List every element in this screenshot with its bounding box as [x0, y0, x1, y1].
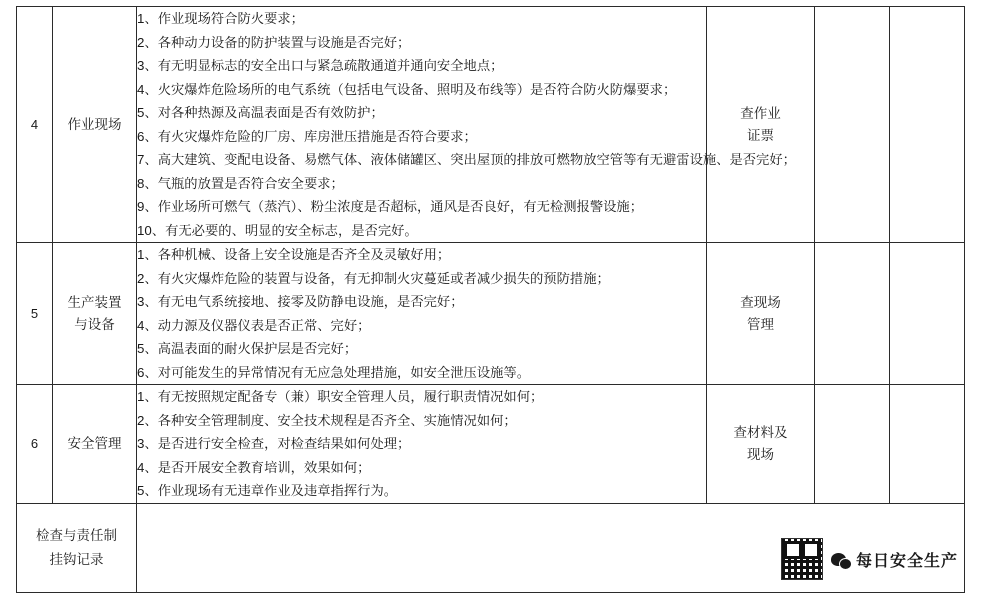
row-method: [707, 243, 815, 385]
footer-label: [17, 503, 137, 592]
footer-label-line2: 挂钩记录: [49, 551, 104, 567]
list-item: 8、气瓶的放置是否符合安全要求；: [137, 175, 344, 191]
list-item: 7、高大建筑、变配电设备、易燃气体、液体储罐区、突出屋顶的排放可燃物放空管等有无避雷设施、是否完好；: [137, 152, 796, 167]
list-item: 2、各种动力设备的防护装置与设施是否完好；: [137, 34, 411, 50]
list-item: 9、作业场所可燃气（蒸汽）、粉尘浓度是否超标，通风是否良好，有无检测报警设施；: [137, 199, 644, 214]
row-result-cell[interactable]: [815, 243, 890, 385]
table-row: [17, 243, 965, 385]
list-item: 1、作业现场符合防火要求；: [137, 11, 304, 26]
row-content: [137, 385, 707, 504]
list-item: 6、对可能发生的异常情况有无应急处理措施，如安全泄压设施等。: [137, 364, 531, 380]
list-item: 3、有无电气系统接地、接零及防静电设施，是否完好；: [137, 294, 464, 309]
row-item-name: 安全管理: [53, 385, 137, 504]
list-item: 5、作业现场有无违章作业及违章指挥行为。: [137, 483, 398, 498]
row-method-line2: 管理: [747, 316, 774, 332]
list-item: 4、动力源及仪器仪表是否正常、完好；: [137, 317, 371, 333]
document-page: [0, 6, 990, 602]
list-item: 4、火灾爆炸危险场所的电气系统（包括电气设备、照明及布线等）是否符合防火防爆要求；: [137, 81, 677, 97]
row-item-name: 作业现场: [53, 7, 137, 243]
row-result-cell[interactable]: [815, 7, 890, 243]
row-item-line2: 与设备: [74, 316, 115, 332]
list-item: 1、有无按照规定配备专（兼）职安全管理人员，履行职责情况如何；: [137, 389, 544, 404]
footer-label-line1: 检查与责任制: [36, 527, 117, 543]
list-item: 4、是否开展安全教育培训，效果如何；: [137, 459, 371, 475]
list-item: 10、有无必要的、明显的安全标志，是否完好。: [137, 222, 418, 238]
row-item-name: [53, 243, 137, 385]
row-number: 4: [17, 7, 53, 243]
row-remark-cell[interactable]: [890, 385, 965, 504]
row-method-line1: 查现场: [740, 294, 781, 310]
list-item: 5、高温表面的耐火保护层是否完好；: [137, 341, 358, 356]
table-row: [17, 7, 965, 243]
row-method-line1: 查作业: [740, 105, 781, 121]
safety-checklist-table: [16, 6, 965, 593]
row-method-line1: 查材料及: [733, 424, 788, 440]
row-result-cell[interactable]: [815, 385, 890, 504]
row-content: [137, 243, 707, 385]
row-method: [707, 7, 815, 243]
list-item: 3、是否进行安全检查，对检查结果如何处理；: [137, 436, 411, 451]
qr-code-icon: [781, 538, 823, 580]
table-row: [17, 385, 965, 504]
row-method-line2: 证票: [747, 127, 774, 143]
list-item: 2、各种安全管理制度、安全技术规程是否齐全、实施情况如何；: [137, 412, 517, 428]
row-item-line1: 生产装置: [67, 294, 122, 310]
row-method-line2: 现场: [747, 446, 774, 462]
row-remark-cell[interactable]: [890, 243, 965, 385]
wechat-account-badge: [775, 532, 968, 586]
list-item: 5、对各种热源及高温表面是否有效防护；: [137, 105, 384, 120]
list-item: 1、各种机械、设备上安全设施是否齐全及灵敏好用；: [137, 247, 451, 262]
list-item: 2、有火灾爆炸危险的装置与设备，有无抑制火灾蔓延或者减少损失的预防措施；: [137, 270, 610, 286]
list-item: 6、有火灾爆炸危险的厂房、库房泄压措施是否符合要求；: [137, 128, 477, 144]
row-number: 5: [17, 243, 53, 385]
wechat-account-name: 每日安全生产: [855, 552, 958, 570]
list-item: 3、有无明显标志的安全出口与紧急疏散通道并通向安全地点；: [137, 58, 504, 73]
row-number: 6: [17, 385, 53, 504]
row-remark-cell[interactable]: [890, 7, 965, 243]
wechat-icon: [831, 553, 846, 566]
row-method: [707, 385, 815, 504]
